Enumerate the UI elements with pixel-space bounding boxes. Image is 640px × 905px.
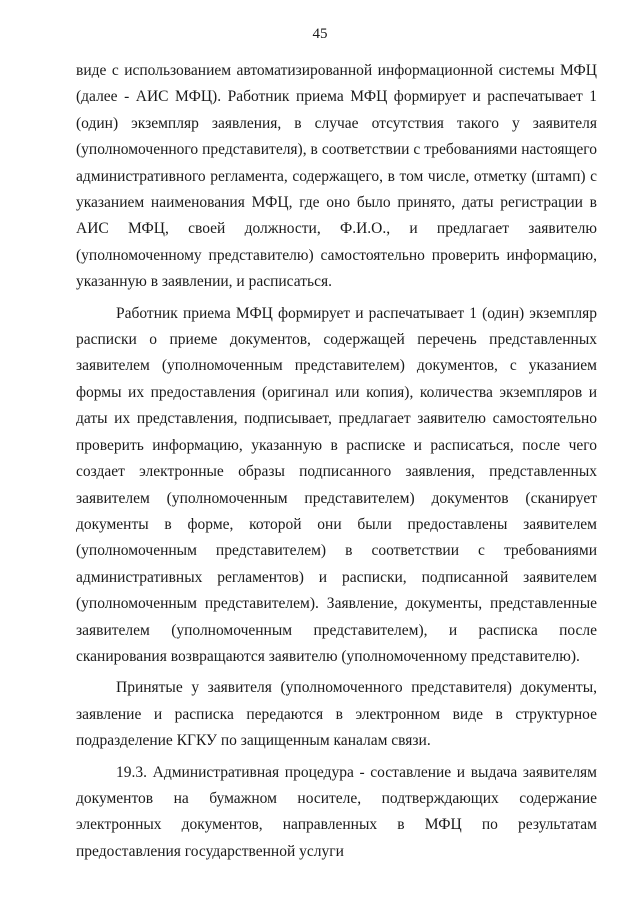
page-number: 45 <box>312 26 328 42</box>
paragraph-documents-transfer: Принятые у заявителя (уполномоченного представителя) документы, заявление и расписка передаются в электронном виде в структурное подразделение КГКУ по защищенным каналам связи. <box>76 679 597 750</box>
paragraph-section-19-3: 19.3. Административная процедура - составление и выдача заявителям документов на бумажном носителе, подтверждающих содержание электронных документов, направленных в МФЦ по результатам предоставления государственной услуги <box>76 763 597 860</box>
document-body <box>76 58 597 870</box>
paragraph-continuation: виде с использованием автоматизированной информационной системы МФЦ (далее - АИС МФЦ). Работник приема МФЦ формирует и распечатывает 1 (один) экземпляр заявления, в случае отсутствия такого у заявителя (уполномоченного представителя), в соответствии с требованиями настоящего административного регламента, содержащего, в том числе, отметку (штамп) с указанием наименования МФЦ, где оно было принято, даты регистрации в АИС МФЦ, своей должности, Ф.И.О., и предлагает заявителю (уполномоченному представителю) самостоятельно проверить информацию, указанную в заявлении, и расписаться. <box>76 62 597 291</box>
paragraph-receipt-formation: Работник приема МФЦ формирует и распечатывает 1 (один) экземпляр расписки о приеме документов, содержащей перечень представленных заявителем (уполномоченным представителем) документов, с указанием формы их предоставления (оригинал или копия), количества экземпляров и даты их представления, подписывает, предлагает заявителю самостоятельно проверить информацию, указанную в расписке и расписаться, после чего создает электронные образы подписанного заявления, представленных заявителем (уполномоченным представителем) документов (сканирует документы в форме, которой они были предоставлены заявителем (уполномоченным представителем) в соответствии с требованиями административных регламентов) и расписки, подписанной заявителем (уполномоченным представителем). Заявление, документы, представленные заявителем (уполномоченным представителем), и расписка после сканирования возвращаются заявителю (уполномоченному представителю). <box>76 304 597 665</box>
